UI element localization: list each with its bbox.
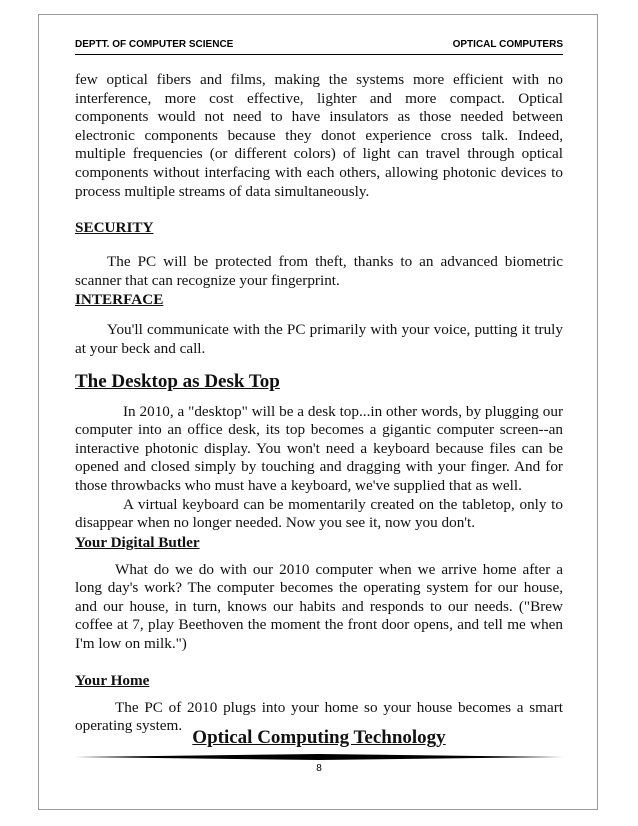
intro-paragraph: few optical fibers and films, making the systems more efficient with no interference, more cost effective, lighter and more compact. Optical components would not need to have insulators as those needed between electronic components because they donot experience cross talk. Indeed, multiple frequencies (or different colors) of light can travel through optical components without interfacing with each others, allowing photonic devices to process multiple streams of data simultaneously. xyxy=(75,71,563,200)
interface-paragraph: You'll communicate with the PC primarily with your voice, putting it truly at your beck and call. xyxy=(75,321,563,357)
desktop-paragraph-1: In 2010, a "desktop" will be a desk top...in other words, by plugging our computer into an office desk, its top becomes a gigantic computer screen--an interactive photonic display. You won't need a keyboard because files can be opened and closed simply by touching and dragging with your finger. And for those throwbacks who must have a keyboard, we've supplied that as well. xyxy=(75,402,563,494)
header-subject: OPTICAL COMPUTERS xyxy=(452,39,563,50)
footer-section-title: Optical Computing Technology xyxy=(192,727,446,748)
butler-heading: Your Digital Butler xyxy=(75,533,200,551)
desktop-paragraph-2: A virtual keyboard can be momentarily created on the tabletop, only to disappear when no longer needed. Now you see it, now you don't. xyxy=(75,495,563,532)
home-heading: Your Home xyxy=(75,671,150,689)
security-paragraph: The PC will be protected from theft, thanks to an advanced biometric scanner that can recognize your fingerprint. xyxy=(75,253,563,289)
page-number: 8 xyxy=(316,763,322,774)
security-heading: SECURITY xyxy=(75,219,154,237)
home-paragraph: The PC of 2010 plugs into your home so your house becomes a smart operating system. xyxy=(75,698,563,735)
footer-rule xyxy=(75,754,563,760)
page-header xyxy=(75,36,563,55)
interface-heading: INTERFACE xyxy=(75,291,164,309)
document-body xyxy=(75,71,563,736)
header-department: DEPTT. OF COMPUTER SCIENCE xyxy=(75,39,234,50)
desktop-heading: The Desktop as Desk Top xyxy=(75,370,280,392)
butler-paragraph: What do we do with our 2010 computer when we arrive home after a long day's work? The computer becomes the operating system for our house, and our house, in turn, knows our habits and responds to our needs. ("Brew coffee at 7, play Beethoven the moment the front door opens, and tell me when I'm low on milk.") xyxy=(75,560,563,653)
